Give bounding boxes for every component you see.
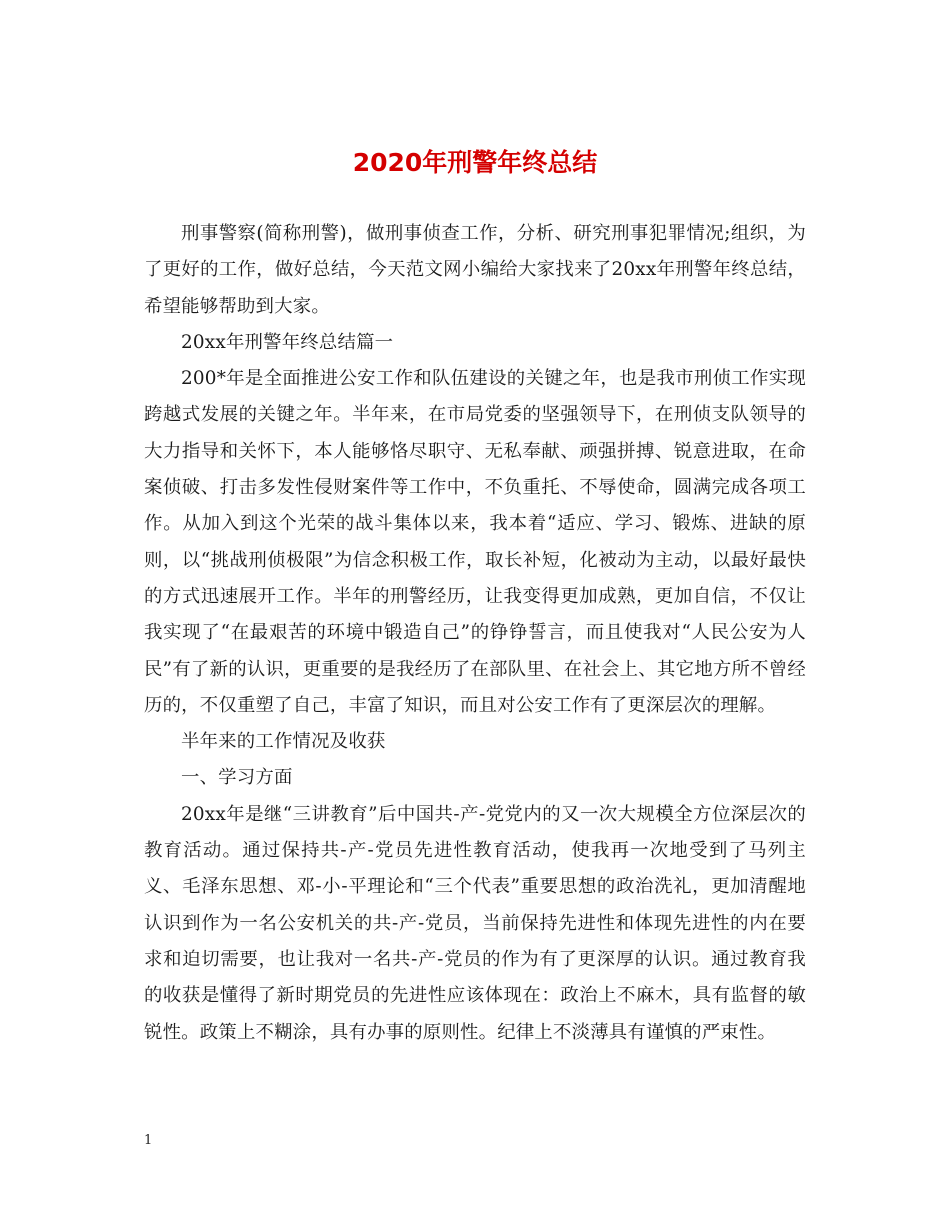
body-paragraph: 200*年是全面推进公安工作和队伍建设的关键之年，也是我市刑侦工作实现跨越式发展的关键之年。半年来，在市局党委的坚强领导下，在刑侦支队领导的大力指导和关怀下，本人能够恪尽职守、无私奉献、顽强拼搏、锐意进取，在命案侦破、打击多发性侵财案件等工作中，不负重托、不辱使命，圆满完成各项工作。从加入到这个光荣的战斗集体以来，我本着“适应、学习、锻炼、进缺的原则，以“挑战刑侦极限”为信念积极工作，取长补短，化被动为主动，以最好最快的方式迅速展开工作。半年的刑警经历，让我变得更加成熟，更加自信，不仅让我实现了“在最艰苦的环境中锻造自己”的铮铮誓言，而且使我对“人民公安为人民”有了新的认识，更重要的是我经历了在部队里、在社会上、其它地方所不曾经历的，不仅重塑了自己，丰富了知识，而且对公安工作有了更深层次的理解。 (144, 368, 806, 716)
body-paragraph: 20xx年是继“三讲教育”后中国共-产-党党内的又一次大规模全方位深层次的教育活动。通过保持共-产-党员先进性教育活动，使我再一次地受到了马列主义、毛泽东思想、邓-小-平理论和“三个代表”重要思想的政治洗礼，更加清醒地认识到作为一名公安机关的共-产-党员，当前保持先进性和体现先进性的内在要求和迫切需要，也让我对一名共-产-党员的作为有了更深厚的认识。通过教育我的收获是懂得了新时期党员的先进性应该体现在：政治上不麻木，具有监督的敏锐性。政策上不糊涂，具有办事的原则性。纪律上不淡薄具有谨慎的严束性。 (144, 803, 806, 1043)
section-heading-work-summary: 半年来的工作情况及收获 (181, 731, 386, 753)
intro-paragraph: 刑事警察(简称刑警)，做刑事侦查工作，分析、研究刑事犯罪情况;组织，为了更好的工作，做好总结，今天范文网小编给大家找来了20xx年刑警年终总结，希望能够帮助到大家。 (144, 223, 806, 317)
page-number: 1 (144, 1133, 153, 1148)
section-heading-study: 一、学习方面 (181, 767, 293, 789)
document-title: 2020年刑警年终总结 (352, 148, 598, 177)
section-heading-part-one: 20xx年刑警年终总结篇一 (181, 331, 394, 353)
document-body (144, 216, 806, 1051)
